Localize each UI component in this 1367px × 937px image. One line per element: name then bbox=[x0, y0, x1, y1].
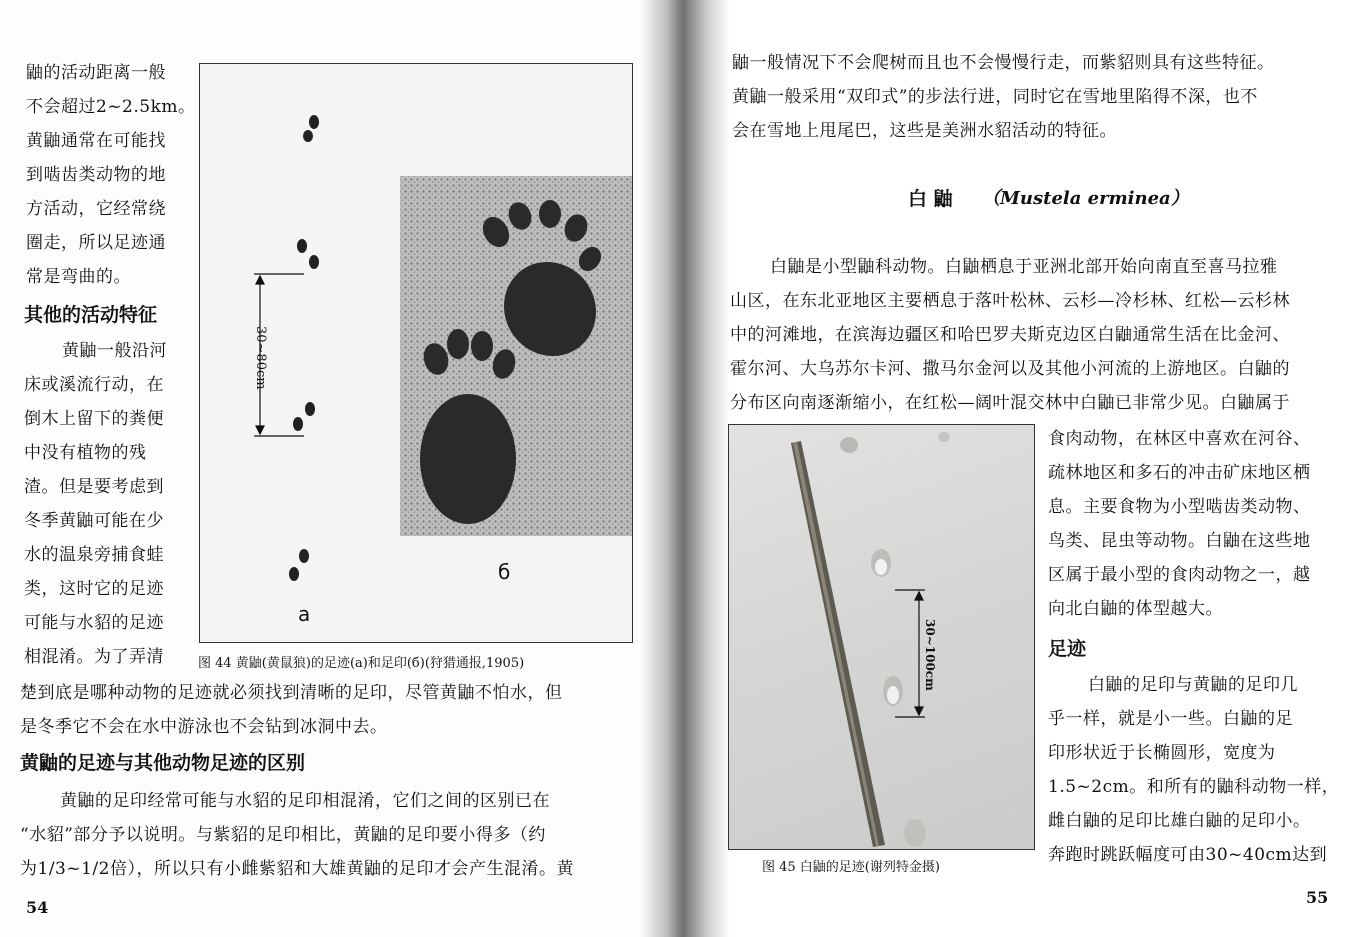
text-line: 倒木上留下的粪便 bbox=[24, 409, 164, 429]
page-number: 54 bbox=[26, 898, 49, 917]
text-line: 到啮齿类动物的地 bbox=[26, 165, 166, 185]
text-line: 楚到底是哪种动物的足迹就必须找到清晰的足印，尽管黄鼬不怕水，但 bbox=[20, 683, 563, 703]
figure-45-caption: 图 45 白鼬的足迹(谢列特金摄) bbox=[762, 860, 940, 875]
text-line: 食肉动物，在林区中喜欢在河谷、 bbox=[1048, 429, 1311, 449]
text-line: “水貂”部分予以说明。与紫貂的足印相比，黄鼬的足印要小得多（约 bbox=[20, 825, 546, 845]
species-title: 白 鼬 bbox=[908, 188, 953, 210]
species-latin-name: （Mustela erminea） bbox=[982, 188, 1189, 209]
text-line: 山区，在东北亚地区主要栖息于落叶松林、云杉—冷杉林、红松—云杉林 bbox=[730, 291, 1290, 311]
text-line: 区属于最小型的食肉动物之一，越 bbox=[1048, 565, 1311, 585]
measure-label: 30~80cm bbox=[253, 326, 268, 390]
text-line: 奔跑时跳跃幅度可由30~40cm达到 bbox=[1048, 845, 1328, 865]
text-line: 1.5~2cm。和所有的鼬科动物一样， bbox=[1048, 777, 1340, 797]
text-line: 白鼬是小型鼬科动物。白鼬栖息于亚洲北部开始向南直至喜马拉雅 bbox=[770, 257, 1278, 277]
right-page bbox=[700, 0, 1367, 937]
text-line: 疏林地区和多石的冲击矿床地区栖 bbox=[1048, 463, 1311, 483]
trail-track-4 bbox=[289, 549, 309, 581]
text-line: 为1/3~1/2倍），所以只有小雌紫貂和大雄黄鼬的足印才会产生混淆。黄 bbox=[20, 859, 574, 879]
text-line: 相混淆。为了弄清 bbox=[24, 647, 164, 667]
text-line: 息。主要食物为小型啮齿类动物、 bbox=[1048, 497, 1311, 517]
figure-44-caption: 图 44 黄鼬(黄鼠狼)的足迹(a)和足印(б)(狩猎通报,1905) bbox=[198, 656, 525, 671]
text-line: 方活动，它经常绕 bbox=[26, 199, 166, 219]
text-line: 向北白鼬的体型越大。 bbox=[1048, 599, 1223, 619]
text-line: 水的温泉旁捕食蛙 bbox=[24, 545, 164, 565]
left-page bbox=[0, 0, 665, 937]
label-a: a bbox=[298, 602, 311, 626]
text-line: 床或溪流行动，在 bbox=[24, 375, 164, 395]
text-line: 白鼬的足印与黄鼬的足印几 bbox=[1088, 675, 1298, 695]
text-line: 不会超过2~2.5km。 bbox=[26, 97, 196, 117]
text-line: 黄鼬通常在可能找 bbox=[26, 131, 166, 151]
label-b: б bbox=[498, 560, 511, 584]
text-line: 黄鼬一般沿河 bbox=[62, 341, 167, 361]
trail-track-3 bbox=[293, 402, 315, 431]
section-heading: 足迹 bbox=[1048, 638, 1087, 660]
text-line: 鼬一般情况下不会爬树而且也不会慢慢行走，而紫貂则具有这些特征。 bbox=[732, 53, 1275, 73]
text-line: 是冬季它不会在水中游泳也不会钻到冰洞中去。 bbox=[20, 717, 388, 737]
figure-45-photo bbox=[728, 424, 1035, 850]
measure-label: 30~100cm bbox=[923, 619, 937, 691]
text-line: 黄鼬的足印经常可能与水貂的足印相混淆，它们之间的区别已在 bbox=[60, 791, 550, 811]
text-line: 渣。但是要考虑到 bbox=[24, 477, 164, 497]
text-line: 类，这时它的足迹 bbox=[24, 579, 164, 599]
text-line: 鼬的活动距离一般 bbox=[26, 63, 166, 83]
text-line: 霍尔河、大乌苏尔卡河、撒马尔金河以及其他小河流的上游地区。白鼬的 bbox=[730, 359, 1290, 379]
text-line: 圈走，所以足迹通 bbox=[26, 233, 166, 253]
text-line: 乎一样，就是小一些。白鼬的足 bbox=[1048, 709, 1293, 729]
text-line: 常是弯曲的。 bbox=[26, 267, 131, 287]
section-heading: 黄鼬的足迹与其他动物足迹的区别 bbox=[20, 752, 306, 774]
figure-44 bbox=[199, 63, 633, 643]
section-heading: 其他的活动特征 bbox=[24, 304, 158, 326]
text-line: 冬季黄鼬可能在少 bbox=[24, 511, 164, 531]
text-line: 印形状近于长椭圆形，宽度为 bbox=[1048, 743, 1276, 763]
text-line: 可能与水貂的足迹 bbox=[24, 613, 164, 633]
text-line: 分布区向南逐渐缩小，在红松—阔叶混交林中白鼬已非常少见。白鼬属于 bbox=[730, 393, 1290, 413]
text-line: 中没有植物的残 bbox=[24, 443, 147, 463]
text-line: 黄鼬一般采用“双印式”的步法行进，同时它在雪地里陷得不深，也不 bbox=[732, 87, 1258, 107]
trail-track-2 bbox=[297, 239, 319, 269]
figure-45-illustration bbox=[729, 425, 1034, 849]
trail-track-1 bbox=[303, 115, 319, 142]
text-line: 鸟类、昆虫等动物。白鼬在这些地 bbox=[1048, 531, 1311, 551]
text-line: 中的河滩地，在滨海边疆区和哈巴罗夫斯克边区白鼬通常生活在比金河、 bbox=[730, 325, 1290, 345]
text-line: 会在雪地上甩尾巴，这些是美洲水貂活动的特征。 bbox=[732, 121, 1117, 141]
page-number: 55 bbox=[1306, 888, 1329, 907]
text-line: 雌白鼬的足印比雄白鼬的足印小。 bbox=[1048, 811, 1311, 831]
